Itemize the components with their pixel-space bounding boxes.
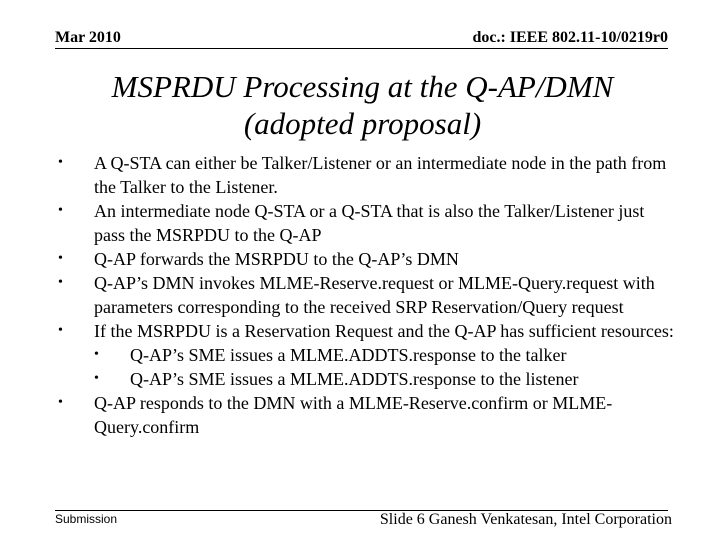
bullet-text: Q-AP responds to the DMN with a MLME-Reserve.confirm or MLME-Query.confirm — [94, 393, 613, 437]
bullet-item — [58, 199, 678, 247]
header-rule — [55, 48, 668, 49]
footer-slide-info: Slide 6 Ganesh Venkatesan, Intel Corporation — [379, 511, 672, 528]
footer-submission: Submission — [55, 512, 118, 526]
sub-bullet-text: Q-AP’s SME issues a MLME.ADDTS.response to the listener — [130, 369, 579, 389]
sub-bullet-item — [94, 343, 678, 367]
slide-title-line-2: (adopted proposal) — [243, 106, 482, 141]
bullet-icon: • — [58, 251, 63, 266]
bullet-item — [58, 271, 678, 319]
bullet-text: A Q-STA can either be Talker/Listener or an intermediate node in the path from the Talker to the Listener. — [94, 153, 667, 197]
bullet-icon: • — [58, 155, 63, 170]
bullet-list — [58, 151, 678, 439]
bullet-text: Q-AP’s DMN invokes MLME-Reserve.request or MLME-Query.request with parameters corresponding to the received SRP Reservation/Query request — [94, 273, 655, 317]
sub-bullet-item — [94, 367, 678, 391]
bullet-icon: • — [58, 395, 63, 410]
bullet-text: Q-AP forwards the MSRPDU to the Q-AP’s DMN — [94, 249, 459, 269]
header-date: Mar 2010 — [55, 29, 121, 46]
bullet-item — [58, 151, 678, 199]
slide-title — [40, 68, 685, 142]
bullet-item — [58, 319, 678, 391]
bullet-text: An intermediate node Q-STA or a Q-STA that is also the Talker/Listener just pass the MSRPDU to the Q-AP — [94, 201, 645, 245]
bullet-icon: • — [58, 275, 63, 290]
bullet-item — [58, 247, 678, 271]
sub-bullet-icon: • — [94, 371, 99, 386]
header-doc-id: doc.: IEEE 802.11-10/0219r0 — [472, 29, 668, 46]
slide-title-line-1: MSPRDU Processing at the Q-AP/DMN — [111, 69, 614, 104]
bullet-icon: • — [58, 203, 63, 218]
bullet-icon: • — [58, 323, 63, 338]
bullet-item — [58, 391, 678, 439]
sub-bullet-icon: • — [94, 347, 99, 362]
bullet-text: If the MSRPDU is a Reservation Request and the Q-AP has sufficient resources: — [94, 321, 674, 341]
sub-bullet-text: Q-AP’s SME issues a MLME.ADDTS.response to the talker — [130, 345, 567, 365]
